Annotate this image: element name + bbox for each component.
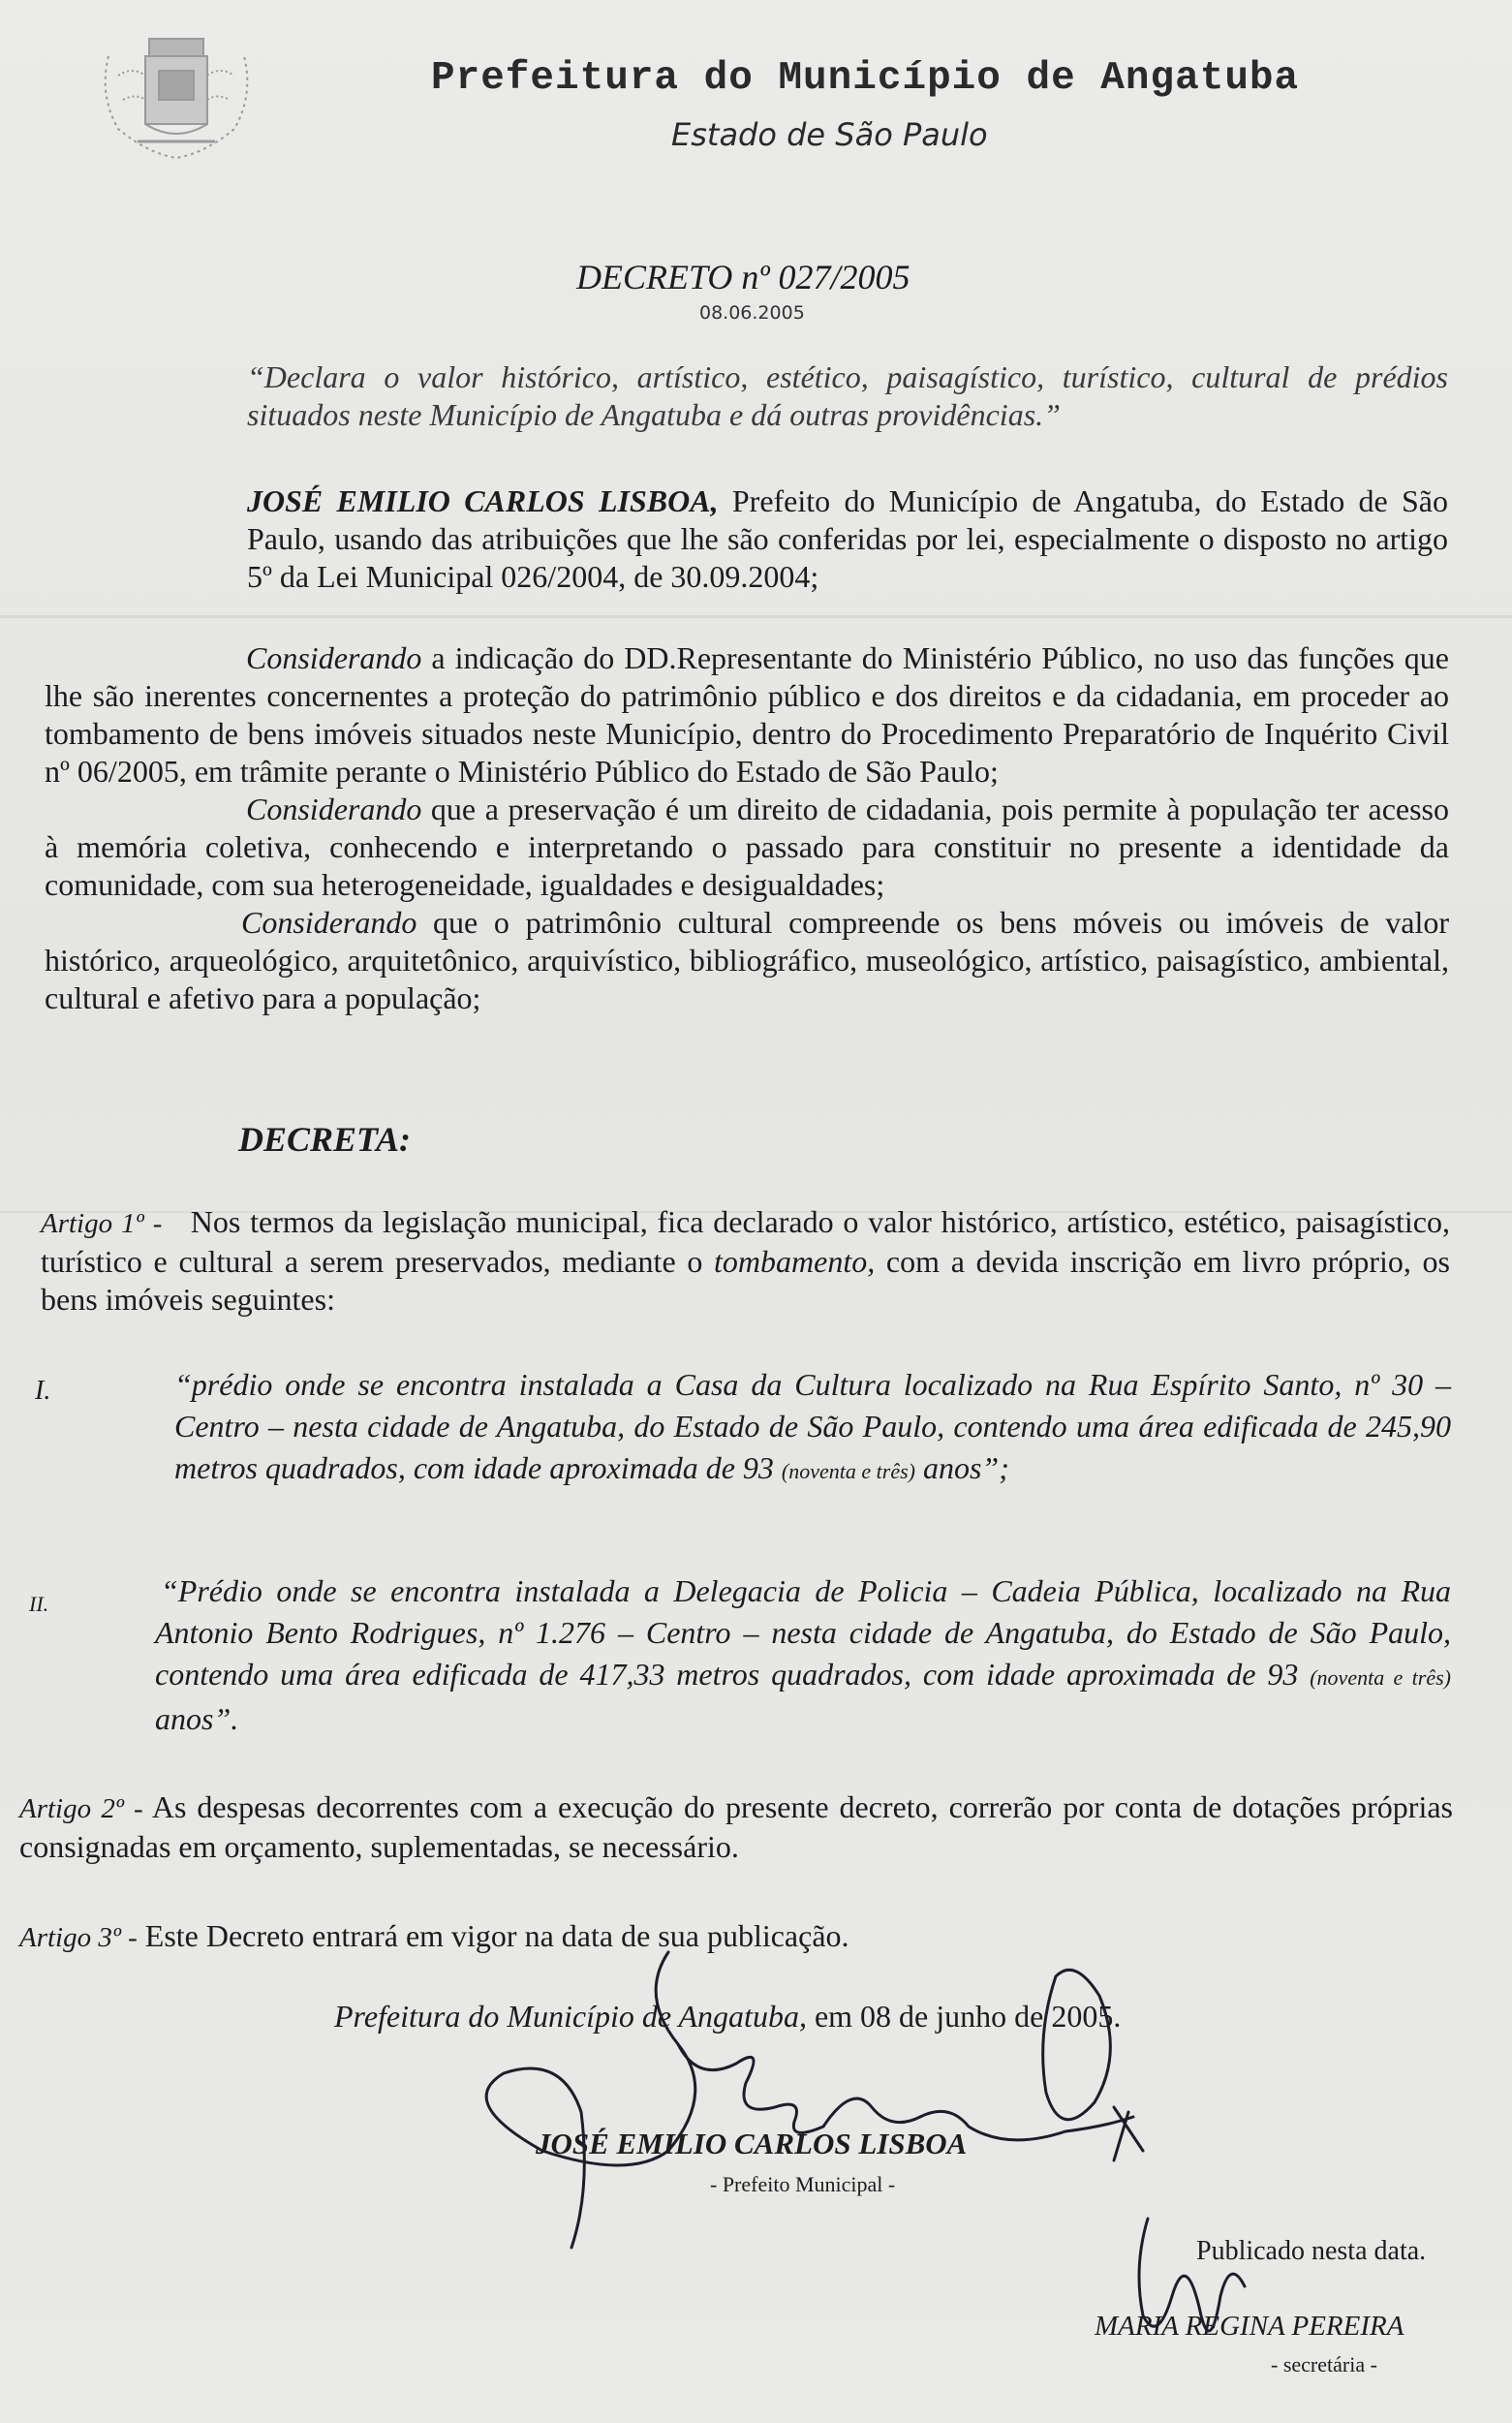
- item-paragraph: [174, 1364, 1451, 1492]
- artigo-2-label: Artigo 2º -: [19, 1793, 143, 1824]
- paper-fold: [0, 615, 1512, 618]
- artigo-3-label: Artigo 3º -: [19, 1922, 138, 1953]
- item-text: “prédio onde se encontra instalada a Casa da Cultura localizado na Rua Espírito Santo, nº 30 – Centro – nesta cidade de Angatuba, do Estado de São Paulo, contendo uma área edificada de 245,90 metros quadrados, com idade aproximada de 93: [174, 1367, 1451, 1485]
- considerando-text: que a preservação é um direito de cidadania, pois permite à população ter acesso à memória coletiva, conhecendo e interpretando o passado para constituir no presente a identidade da comunidade, com sua heterogeneidade, igualdades e desigualdades;: [45, 792, 1449, 902]
- considerandos-block: [45, 639, 1449, 1017]
- considerando-paragraph: [45, 791, 1449, 904]
- item-numeral: I.: [35, 1376, 51, 1406]
- closing-date: em 08 de junho de 2005.: [806, 1999, 1122, 2034]
- item-numeral: II.: [29, 1592, 49, 1616]
- item-small-text: (noventa e três): [781, 1459, 915, 1483]
- considerando-lead: Considerando: [241, 905, 417, 940]
- preamble-paragraph: [247, 482, 1448, 596]
- item-text-end: anos”;: [914, 1450, 1009, 1485]
- considerando-lead: Considerando: [246, 640, 422, 675]
- considerando-text: que o patrimônio cultural compreende os bens móveis ou imóveis de valor histórico, arqueológico, arquitetônico, arquivístico, bibliográfico, museológico, artístico, paisagístico, ambiental, cultural e afetivo para a população;: [45, 905, 1449, 1015]
- decreta-heading: DECRETA:: [238, 1120, 412, 1159]
- artigo-1-text-end: com a devida inscrição em livro próprio, os bens imóveis seguintes:: [41, 1244, 1451, 1317]
- artigo-3-text: Este Decreto entrará em vigor na data de sua publicação.: [137, 1918, 849, 1953]
- municipal-crest-icon: [89, 17, 263, 163]
- decree-ementa: “Declara o valor histórico, artístico, estético, paisagístico, turístico, cultural de prédios situados neste Município de Angatuba e dá outras providências.”: [247, 359, 1448, 432]
- item-text: “Prédio onde se encontra instalada a Delegacia de Policia – Cadeia Pública, localizado na Rua Antonio Bento Rodrigues, nº 1.276 – Centro – nesta cidade de Angatuba, do Estado de São Paulo, contendo uma área edificada de 417,33 metros quadrados, com idade aproximada de 93: [155, 1573, 1451, 1692]
- item-paragraph: [155, 1570, 1451, 1740]
- artigo-2-text: As despesas decorrentes com a execução do presente decreto, correrão por conta de dotações próprias consignadas em orçamento, suplementadas, se necessário.: [19, 1789, 1454, 1864]
- artigo-3: [19, 1918, 849, 1954]
- mayor-name: JOSÉ EMILIO CARLOS LISBOA,: [247, 483, 719, 518]
- artigo-1-emphasis: tombamento,: [714, 1244, 876, 1279]
- closing-place: Prefeitura do Município de Angatuba,: [334, 1999, 807, 2034]
- preamble-text: Prefeito do Município de Angatuba, do Estado de São Paulo, usando das atribuições que lhe são conferidas por lei, especialmente o disposto no artigo 5º da Lei Municipal 026/2004, de 30.09.2004;: [247, 483, 1449, 594]
- considerando-paragraph: [45, 904, 1449, 1017]
- artigo-1: [41, 1203, 1450, 1319]
- considerando-lead: Considerando: [246, 792, 422, 826]
- considerando-paragraph: [45, 639, 1449, 791]
- mayor-signature-role: - Prefeito Municipal -: [710, 2172, 896, 2196]
- municipality-title: Prefeitura do Município de Angatuba: [431, 56, 1300, 101]
- artigo-1-label: Artigo 1º -: [41, 1208, 163, 1239]
- artigo-2: [19, 1788, 1453, 1866]
- decree-number: DECRETO nº 027/2005: [576, 258, 910, 296]
- item-text-end: anos”.: [155, 1701, 239, 1736]
- secretary-name: MARIA REGINA PEREIRA: [1095, 2311, 1404, 2342]
- considerando-text: a indicação do DD.Representante do Ministério Público, no uso das funções que lhe são inerentes concernentes a proteção do patrimônio público e dos direitos e da cidadania, em proceder ao tombamento de bens imóveis situados neste Município, dentro do Procedimento Preparatório de Inquérito Civil nº 06/2005, em trâmite perante o Ministério Público do Estado de São Paulo;: [45, 640, 1449, 789]
- artigo-1-text: Nos termos da legislação municipal, fica declarado o valor histórico, artístico, estético, paisagístico, turístico e cultural a serem preservados, mediante o: [41, 1204, 1451, 1279]
- publication-note: Publicado nesta data.: [1196, 2236, 1427, 2266]
- state-subtitle: Estado de São Paulo: [671, 116, 988, 153]
- closing-line: [334, 1999, 1121, 2035]
- secretary-role: - secretária -: [1271, 2352, 1377, 2376]
- mayor-signature-name: JOSÉ EMILIO CARLOS LISBOA: [536, 2127, 968, 2160]
- decree-date: 08.06.2005: [699, 302, 805, 324]
- item-small-text: (noventa e três): [1310, 1665, 1452, 1690]
